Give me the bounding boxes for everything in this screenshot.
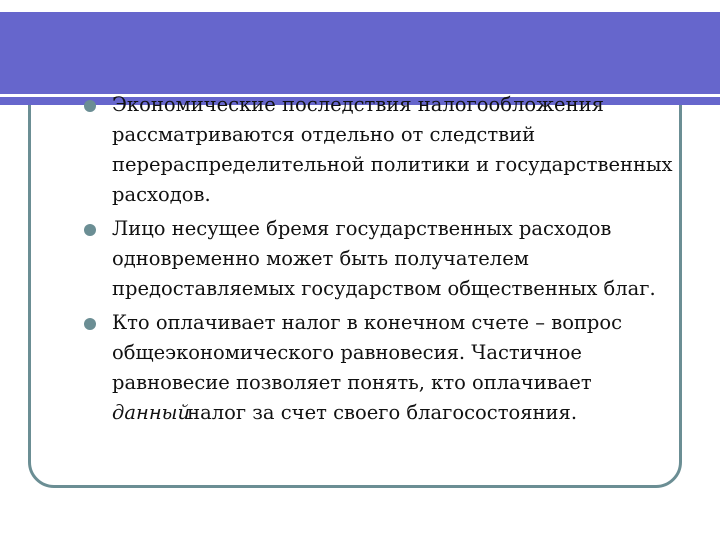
- bullet-text-3-emphasis: данный: [112, 401, 191, 424]
- bullet-list: [84, 93, 684, 428]
- dot-bullet-icon: [84, 224, 96, 236]
- bullet-item-2: [84, 214, 684, 304]
- bullet-text-3-end: налог за счет своего благосостояния.: [187, 401, 578, 424]
- bullet-item-3: [84, 308, 684, 428]
- bullet-text-3-main: Кто оплачивает налог в конечном счете – вопрос общеэкономического равновесия. Частичное равновесие позволяет понять, кто оплачивает: [112, 311, 623, 394]
- bullet-text-2: Лицо несущее бремя государственных расходов одновременно может быть получателем предоставляемых государством общественных благ.: [112, 217, 656, 300]
- dot-bullet-icon: [84, 100, 96, 112]
- bullet-item-1: [84, 90, 684, 210]
- bullet-text-3: [112, 308, 684, 428]
- dot-bullet-icon: [84, 318, 96, 330]
- bullet-text-1: Экономические последствия налогообложения рассматриваются отдельно от следствий перераспределительной политики и государственных расходов.: [112, 93, 673, 206]
